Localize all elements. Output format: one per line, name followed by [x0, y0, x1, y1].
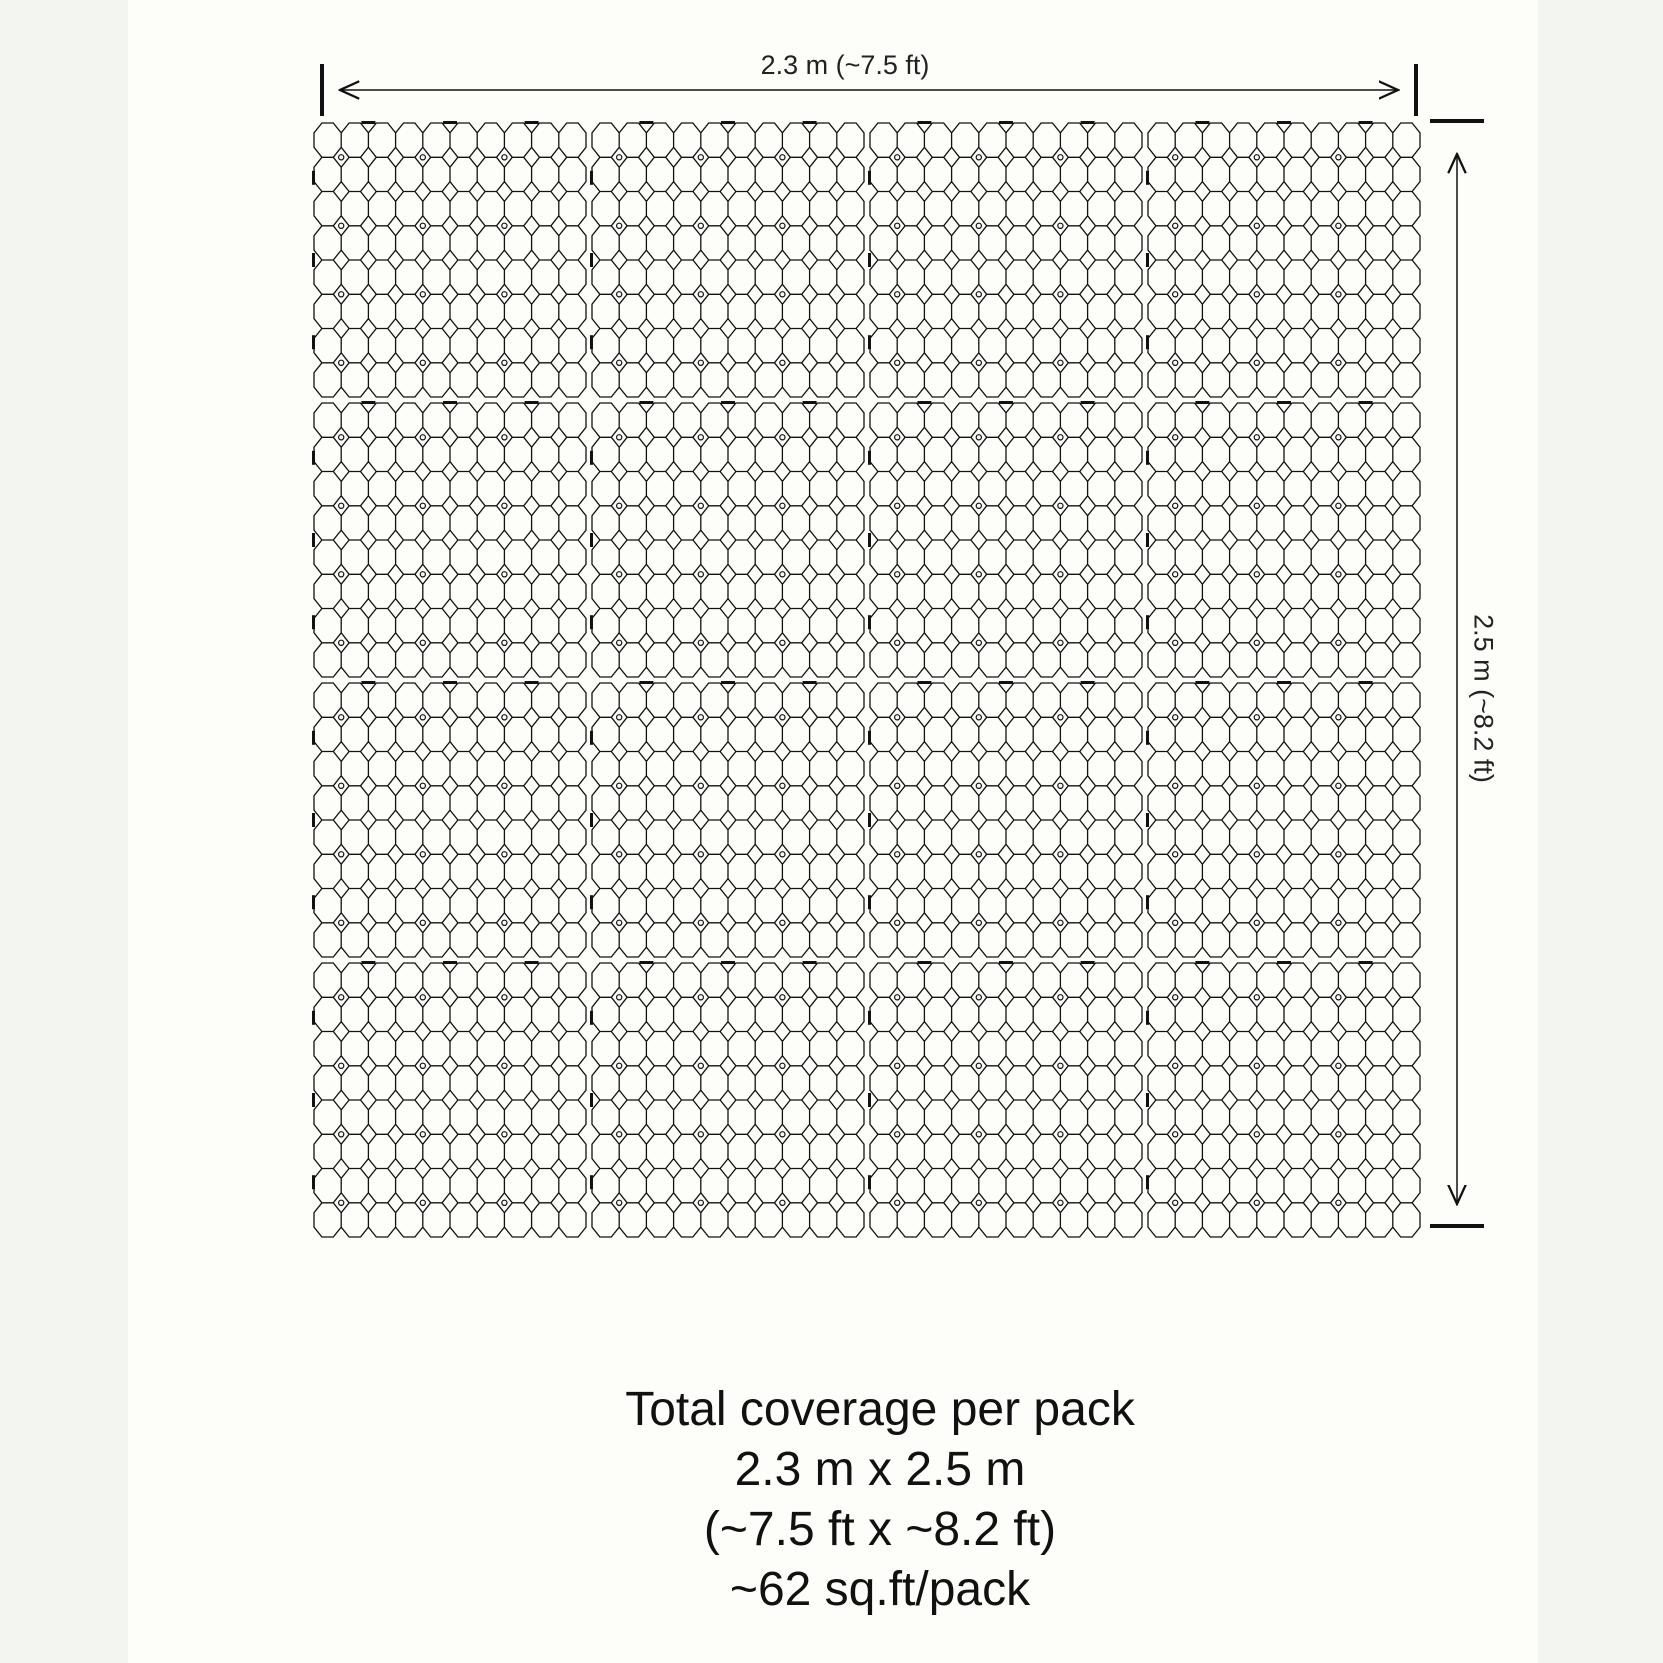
- mesh-tile: [868, 681, 1142, 957]
- mesh-tile: [868, 401, 1142, 677]
- caption-title: Total coverage per pack: [625, 1383, 1135, 1436]
- mesh-tile: [1146, 121, 1420, 397]
- mesh-tile: [590, 401, 864, 677]
- mesh-tile: [1146, 401, 1420, 677]
- caption-area: ~62 sq.ft/pack: [729, 1563, 1031, 1616]
- mesh-tile: [312, 681, 586, 957]
- mesh-tile: [590, 961, 864, 1237]
- caption-metric-size: 2.3 m x 2.5 m: [734, 1443, 1026, 1496]
- height-dimension-label: 2.5 m (~8.2 ft): [1468, 614, 1499, 783]
- caption-imperial-size: (~7.5 ft x ~8.2 ft): [703, 1503, 1057, 1556]
- mesh-tile: [868, 121, 1142, 397]
- mesh-tile: [312, 401, 586, 677]
- mesh-tile: [590, 681, 864, 957]
- mesh-tile: [312, 121, 586, 397]
- width-dimension-label: 2.3 m (~7.5 ft): [760, 50, 930, 80]
- mesh-tile: [312, 961, 586, 1237]
- coverage-caption: [400, 1380, 1360, 1620]
- mesh-tile: [868, 961, 1142, 1237]
- tile-grid: [312, 121, 1420, 1237]
- mesh-tile: [1146, 681, 1420, 957]
- mesh-tile: [1146, 961, 1420, 1237]
- mesh-tile: [590, 121, 864, 397]
